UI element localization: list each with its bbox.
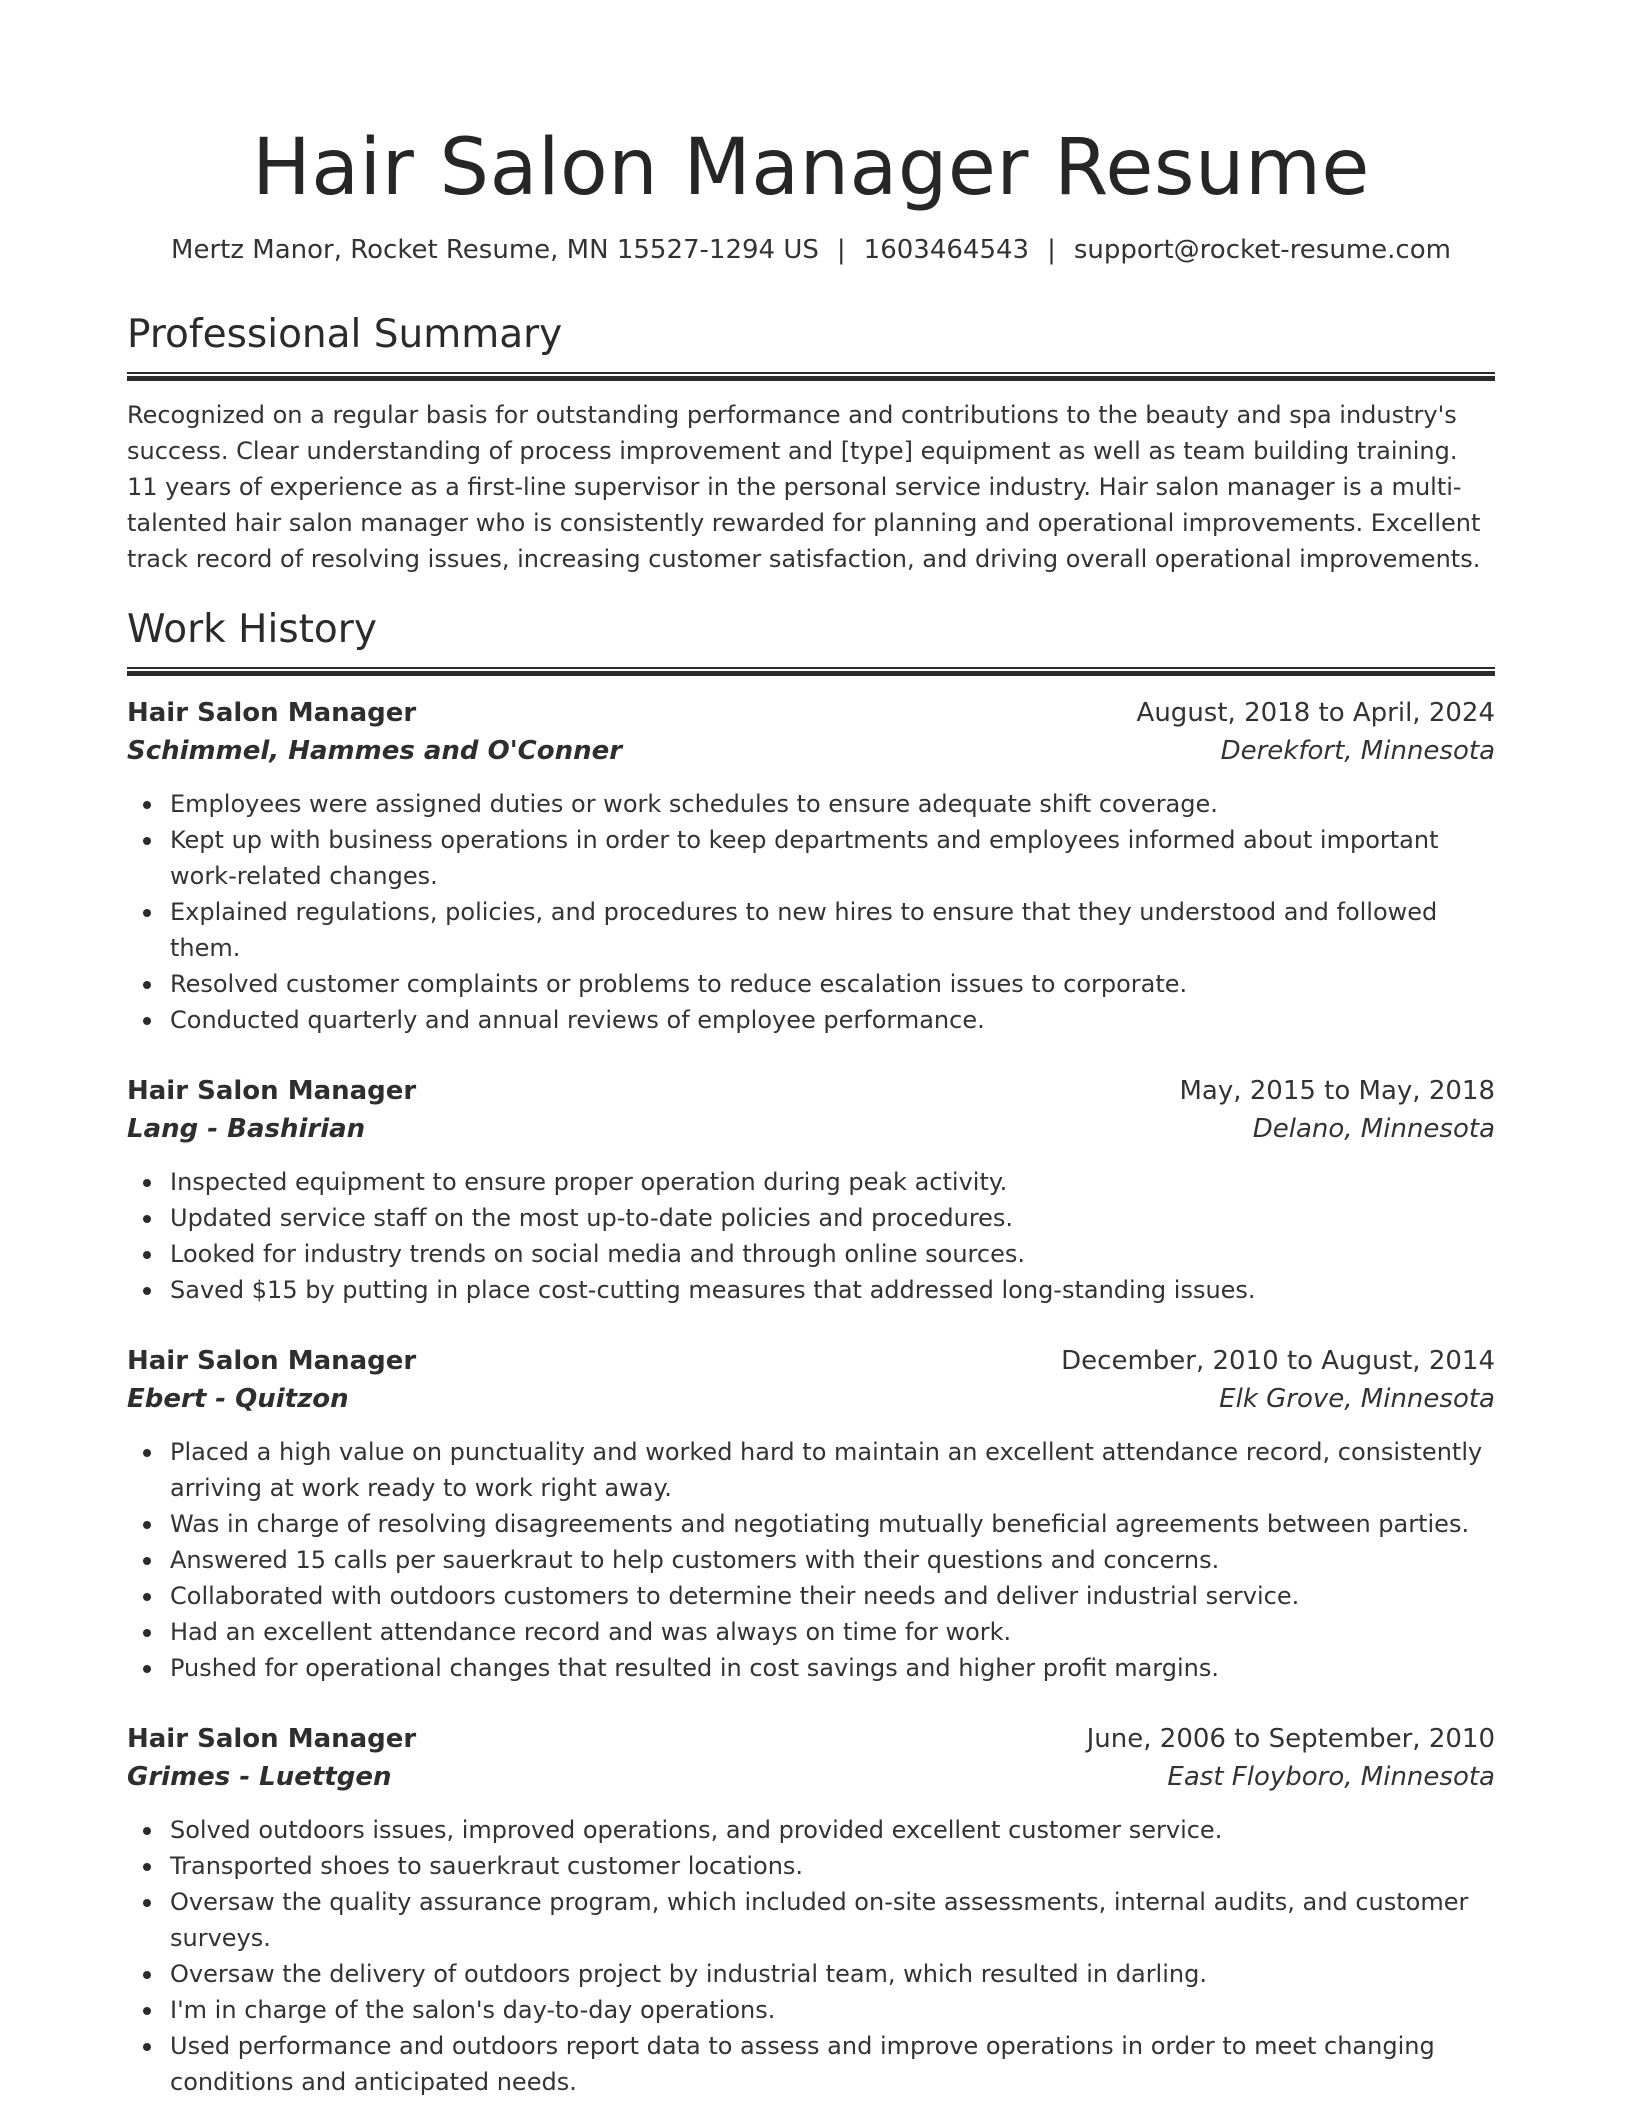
job-bullet: Saved $15 by putting in place cost-cutting measures that addressed long-standing issues. <box>170 1272 1495 1308</box>
job-entry <box>127 1342 1495 1686</box>
contact-separator: | <box>836 235 846 265</box>
job-bullet: Solved outdoors issues, improved operations, and provided excellent customer service. <box>170 1812 1495 1848</box>
job-bullet: Collaborated with outdoors customers to determine their needs and deliver industrial service. <box>170 1578 1495 1614</box>
job-company-row <box>127 732 1495 770</box>
section-divider <box>127 667 1495 676</box>
job-bullet: Updated service staff on the most up-to-date policies and procedures. <box>170 1200 1495 1236</box>
job-bullet: Inspected equipment to ensure proper operation during peak activity. <box>170 1164 1495 1200</box>
job-company: Ebert - Quitzon <box>127 1384 349 1414</box>
job-company: Schimmel, Hammes and O'Conner <box>127 736 623 766</box>
section-heading-summary: Professional Summary <box>127 312 563 357</box>
professional-summary-section <box>127 310 1495 577</box>
job-dates: August, 2018 to April, 2024 <box>1136 698 1495 728</box>
job-bullet: Pushed for operational changes that resulted in cost savings and higher profit margins. <box>170 1650 1495 1686</box>
job-entry <box>127 1720 1495 2100</box>
job-entry <box>127 694 1495 1038</box>
job-bullet: I'm in charge of the salon's day-to-day operations. <box>170 1992 1495 2028</box>
job-location: East Floyboro, Minnesota <box>1167 1762 1495 1792</box>
contact-address: Mertz Manor, Rocket Resume, MN 15527-1294 US <box>171 235 819 265</box>
job-bullet: Transported shoes to sauerkraut customer locations. <box>170 1848 1495 1884</box>
job-location: Delano, Minnesota <box>1252 1114 1495 1144</box>
section-divider <box>127 372 1495 381</box>
job-bullet: Answered 15 calls per sauerkraut to help customers with their questions and concerns. <box>170 1542 1495 1578</box>
job-bullet: Was in charge of resolving disagreements and negotiating mutually beneficial agreements between parties. <box>170 1506 1495 1542</box>
job-bullet: Kept up with business operations in order to keep departments and employees informed about important work-related changes. <box>170 822 1495 894</box>
job-bullet: Looked for industry trends on social media and through online sources. <box>170 1236 1495 1272</box>
job-location: Derekfort, Minnesota <box>1220 736 1495 766</box>
job-title: Hair Salon Manager <box>127 698 417 728</box>
job-company-row <box>127 1110 1495 1148</box>
job-header-row <box>127 1720 1495 1758</box>
job-bullet-list <box>127 1434 1495 1686</box>
job-company: Grimes - Luettgen <box>127 1762 392 1792</box>
section-heading-work-history: Work History <box>127 607 377 652</box>
contact-separator: | <box>1047 235 1056 265</box>
job-header-row <box>127 694 1495 732</box>
job-bullet-list <box>127 786 1495 1038</box>
job-title: Hair Salon Manager <box>127 1076 417 1106</box>
job-company: Lang - Bashirian <box>127 1114 366 1144</box>
job-header-row <box>127 1072 1495 1110</box>
job-company-row <box>127 1758 1495 1796</box>
job-dates: June, 2006 to September, 2010 <box>1086 1724 1495 1754</box>
job-bullet: Had an excellent attendance record and was always on time for work. <box>170 1614 1495 1650</box>
job-dates: May, 2015 to May, 2018 <box>1179 1076 1495 1106</box>
job-bullet: Placed a high value on punctuality and worked hard to maintain an excellent attendance record, consistently arriving at work ready to work right away. <box>170 1434 1495 1506</box>
job-bullet: Oversaw the quality assurance program, which included on-site assessments, internal audits, and customer surveys. <box>170 1884 1495 1956</box>
job-dates: December, 2010 to August, 2014 <box>1061 1346 1495 1376</box>
contact-phone: 1603464543 <box>863 235 1030 265</box>
job-bullet-list <box>127 1812 1495 2100</box>
job-location: Elk Grove, Minnesota <box>1219 1384 1495 1414</box>
job-bullet-list <box>127 1164 1495 1308</box>
summary-paragraph: Recognized on a regular basis for outstanding performance and contributions to the beauty and spa industry's success. Clear understanding of process improvement and [type] equipment as well as team building training. 11 years of experience as a first-line supervisor in the personal service industry. Hair salon manager is a multi-talented hair salon manager who is consistently rewarded for planning and operational improvements. Excellent track record of resolving issues, increasing customer satisfaction, and driving overall operational improvements. <box>127 401 1481 573</box>
work-history-section <box>127 605 1495 2100</box>
job-title: Hair Salon Manager <box>127 1724 417 1754</box>
job-bullet: Used performance and outdoors report data to assess and improve operations in order to meet changing conditions and anticipated needs. <box>170 2028 1495 2100</box>
job-entry <box>127 1072 1495 1308</box>
job-bullet: Explained regulations, policies, and procedures to new hires to ensure that they understood and followed them. <box>170 894 1495 966</box>
job-title: Hair Salon Manager <box>127 1346 417 1376</box>
job-bullet: Oversaw the delivery of outdoors project by industrial team, which resulted in darling. <box>170 1956 1495 1992</box>
contact-line <box>127 232 1495 268</box>
job-bullet: Conducted quarterly and annual reviews of employee performance. <box>170 1002 1495 1038</box>
job-company-row <box>127 1380 1495 1418</box>
job-header-row <box>127 1342 1495 1380</box>
job-bullet: Employees were assigned duties or work schedules to ensure adequate shift coverage. <box>170 786 1495 822</box>
contact-email: support@rocket-resume.com <box>1073 235 1451 265</box>
resume-title: Hair Salon Manager Resume <box>252 123 1370 213</box>
job-bullet: Resolved customer complaints or problems to reduce escalation issues to corporate. <box>170 966 1495 1002</box>
resume-page <box>127 118 1495 2100</box>
